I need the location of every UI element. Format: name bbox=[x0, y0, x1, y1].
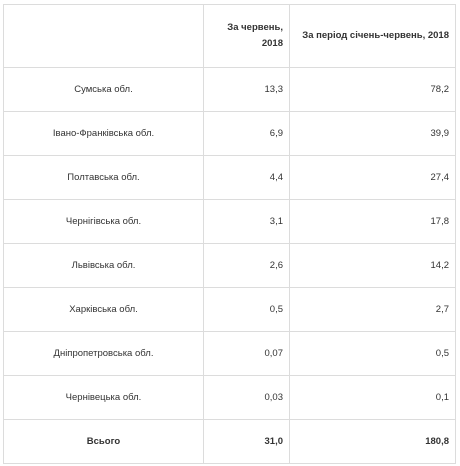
june-value: 0,5 bbox=[204, 288, 290, 332]
period-value: 39,9 bbox=[290, 112, 456, 156]
header-june bbox=[204, 5, 290, 68]
june-value: 4,4 bbox=[204, 156, 290, 200]
period-value: 0,5 bbox=[290, 332, 456, 376]
region-cell: Чернівецька обл. bbox=[4, 376, 204, 420]
header-row bbox=[4, 5, 456, 68]
table-row bbox=[4, 376, 456, 420]
table-row bbox=[4, 200, 456, 244]
region-cell: Полтавська обл. bbox=[4, 156, 204, 200]
june-value: 3,1 bbox=[204, 200, 290, 244]
table-body bbox=[4, 68, 456, 464]
region-cell: Сумська обл. bbox=[4, 68, 204, 112]
header-june-line1: За червень, bbox=[227, 22, 283, 33]
period-value: 0,1 bbox=[290, 376, 456, 420]
table-row bbox=[4, 156, 456, 200]
period-value: 17,8 bbox=[290, 200, 456, 244]
total-row bbox=[4, 420, 456, 464]
table-row bbox=[4, 332, 456, 376]
header-june-line2: 2018 bbox=[261, 38, 283, 49]
region-cell: Львівська обл. bbox=[4, 244, 204, 288]
june-value: 2,6 bbox=[204, 244, 290, 288]
table-row bbox=[4, 244, 456, 288]
period-value: 14,2 bbox=[290, 244, 456, 288]
region-cell: Чернігівська обл. bbox=[4, 200, 204, 244]
table-row bbox=[4, 288, 456, 332]
june-value: 6,9 bbox=[204, 112, 290, 156]
header-period: За період січень-червень, 2018 bbox=[290, 5, 456, 68]
total-june-value: 31,0 bbox=[204, 420, 290, 464]
data-table bbox=[3, 4, 456, 464]
june-value: 0,03 bbox=[204, 376, 290, 420]
table-header bbox=[4, 5, 456, 68]
table-row bbox=[4, 68, 456, 112]
period-value: 2,7 bbox=[290, 288, 456, 332]
header-region bbox=[4, 5, 204, 68]
total-period-value: 180,8 bbox=[290, 420, 456, 464]
table-row bbox=[4, 112, 456, 156]
region-cell: Харківська обл. bbox=[4, 288, 204, 332]
region-cell: Дніпропетровська обл. bbox=[4, 332, 204, 376]
june-value: 13,3 bbox=[204, 68, 290, 112]
period-value: 78,2 bbox=[290, 68, 456, 112]
region-cell: Івано-Франківська обл. bbox=[4, 112, 204, 156]
period-value: 27,4 bbox=[290, 156, 456, 200]
total-label: Всього bbox=[4, 420, 204, 464]
june-value: 0,07 bbox=[204, 332, 290, 376]
